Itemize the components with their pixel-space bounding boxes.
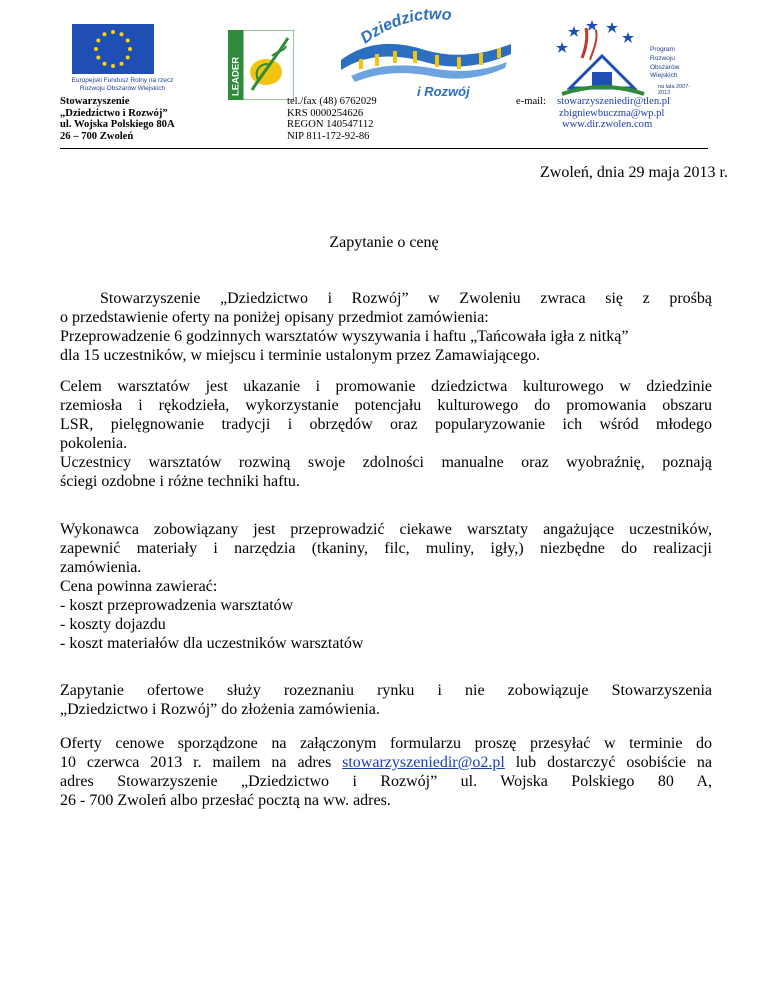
text-line: Cena powinna zawierać:: [60, 578, 218, 595]
text-line: rzemiosła i rękodzieła, wykorzystanie potencjału kulturowego do promowania obszaru: [60, 397, 712, 414]
text-line: Uczestnicy warsztatów rozwiną swoje zdolności manualne oraz wyobraźnię, poznają: [60, 454, 712, 471]
prow-logo: [552, 18, 692, 100]
text-line: Wykonawca zobowiązany jest przeprowadzić ciekawe warsztaty angażujące uczestników,: [60, 521, 712, 538]
dir-logo-top-text: Dziedzictwo: [357, 6, 453, 48]
contact-line: NIP 811-172-92-86: [287, 130, 370, 142]
eu-caption: Europejski Fundusz Rolny na rzecz Rozwoju Obszarów Wiejskich: [71, 77, 174, 92]
org-line: ul. Wojska Polskiego 80A: [60, 119, 175, 131]
dir-logo-bottom-text: i Rozwój: [417, 84, 470, 99]
text-segment: lub dostarczyć osobiście na: [504, 754, 712, 771]
text-line: [60, 753, 712, 772]
list-item: - koszt przeprowadzenia warsztatów: [60, 597, 294, 614]
paragraph-submission: [60, 734, 712, 810]
prow-line: Wiejskich: [650, 72, 678, 80]
eu-logo: [60, 22, 185, 107]
website-link[interactable]: www.dir.zwolen.com: [562, 119, 653, 131]
prow-line: Obszarów: [650, 63, 680, 71]
organization-address: [60, 96, 175, 142]
contact-line: KRS 0000254626: [287, 107, 364, 119]
contact-line: tel./fax (48) 6762029: [287, 96, 377, 107]
date-line: Zwoleń, dnia 29 maja 2013 r.: [540, 164, 728, 181]
text-line: o przedstawienie oferty na poniżej opisany przedmiot zamówienia:: [60, 309, 489, 326]
paragraph-goals: [60, 377, 712, 491]
text-line: zamówienia.: [60, 559, 142, 576]
text-segment: 10 czerwca 2013 r. mailem na adres: [60, 754, 343, 771]
prow-text: [650, 46, 679, 81]
email-link-2[interactable]: zbigniewbuczma@wp.pl: [559, 107, 665, 119]
text-line: dla 15 uczestników, w miejscu i terminie ustalonym przez Zamawiającego.: [60, 347, 541, 364]
paragraph-contractor: [60, 520, 712, 653]
text-line: Przeprowadzenie 6 godzinnych warsztatów wyszywania i haftu „Tańcowała igła z nitką”: [60, 328, 629, 345]
prow-line: Rozwoju: [650, 54, 675, 62]
org-line: „Dziedzictwo i Rozwój”: [60, 107, 168, 119]
header-divider: [60, 148, 708, 149]
text-line: pokolenia.: [60, 435, 128, 452]
text-line: zapewnić materiały i narzędzia (tkaniny, filc, muliny, igły,) niezbędne do realizacji: [60, 540, 712, 557]
email-link-1[interactable]: stowarzyszeniedir@tlen.pl: [557, 96, 671, 107]
email-label: e-mail:: [516, 96, 547, 107]
email-link-offer[interactable]: stowarzyszeniedir@o2.pl: [342, 754, 505, 771]
org-line: Stowarzyszenie: [60, 96, 130, 107]
text-line: LSR, pielęgnowanie tradycji i obrzędów oraz popularyzowanie ich wśród młodego: [60, 416, 712, 433]
contact-details: [287, 96, 377, 142]
text-line: adres Stowarzyszenie „Dziedzictwo i Rozwój” ul. Wojska Polskiego 80 A,: [60, 773, 712, 790]
text-line: Oferty cenowe sporządzone na załączonym formularzu proszę przesyłać w terminie do: [60, 735, 712, 752]
prow-line: Program: [650, 46, 675, 53]
text-line: Stowarzyszenie „Dziedzictwo i Rozwój” w Zwoleniu zwraca się z prośbą: [100, 290, 712, 307]
email-details: [516, 96, 671, 131]
svg-text:LEADER: LEADER: [230, 56, 242, 96]
prow-years: na lata 2007-2013: [658, 84, 691, 96]
text-line: „Dziedzictwo i Rozwój” do złożenia zamówienia.: [60, 701, 380, 718]
list-item: - koszt materiałów dla uczestników warsztatów: [60, 635, 364, 652]
dziedzictwo-logo: [335, 4, 515, 100]
list-item: - koszty dojazdu: [60, 616, 166, 633]
org-line: 26 – 700 Zwoleń: [60, 130, 134, 142]
paragraph-request: [60, 289, 712, 365]
eu-flag-icon: [72, 24, 154, 74]
leader-logo: [228, 30, 294, 100]
text-line: 26 - 700 Zwoleń albo przesłać pocztą na ww. adres.: [60, 792, 391, 809]
svg-text:Dziedzictwo: [358, 6, 453, 47]
text-line: Celem warsztatów jest ukazanie i promowanie dziedzictwa kulturowego w dziedzinie: [60, 378, 712, 395]
paragraph-disclaimer: [60, 681, 712, 719]
contact-line: REGON 140547112: [287, 119, 374, 131]
document-title: Zapytanie o cenę: [329, 234, 439, 251]
text-line: Zapytanie ofertowe służy rozeznaniu rynku i nie zobowiązuje Stowarzyszenia: [60, 682, 712, 699]
text-line: ściegi ozdobne i różne techniki haftu.: [60, 473, 300, 490]
